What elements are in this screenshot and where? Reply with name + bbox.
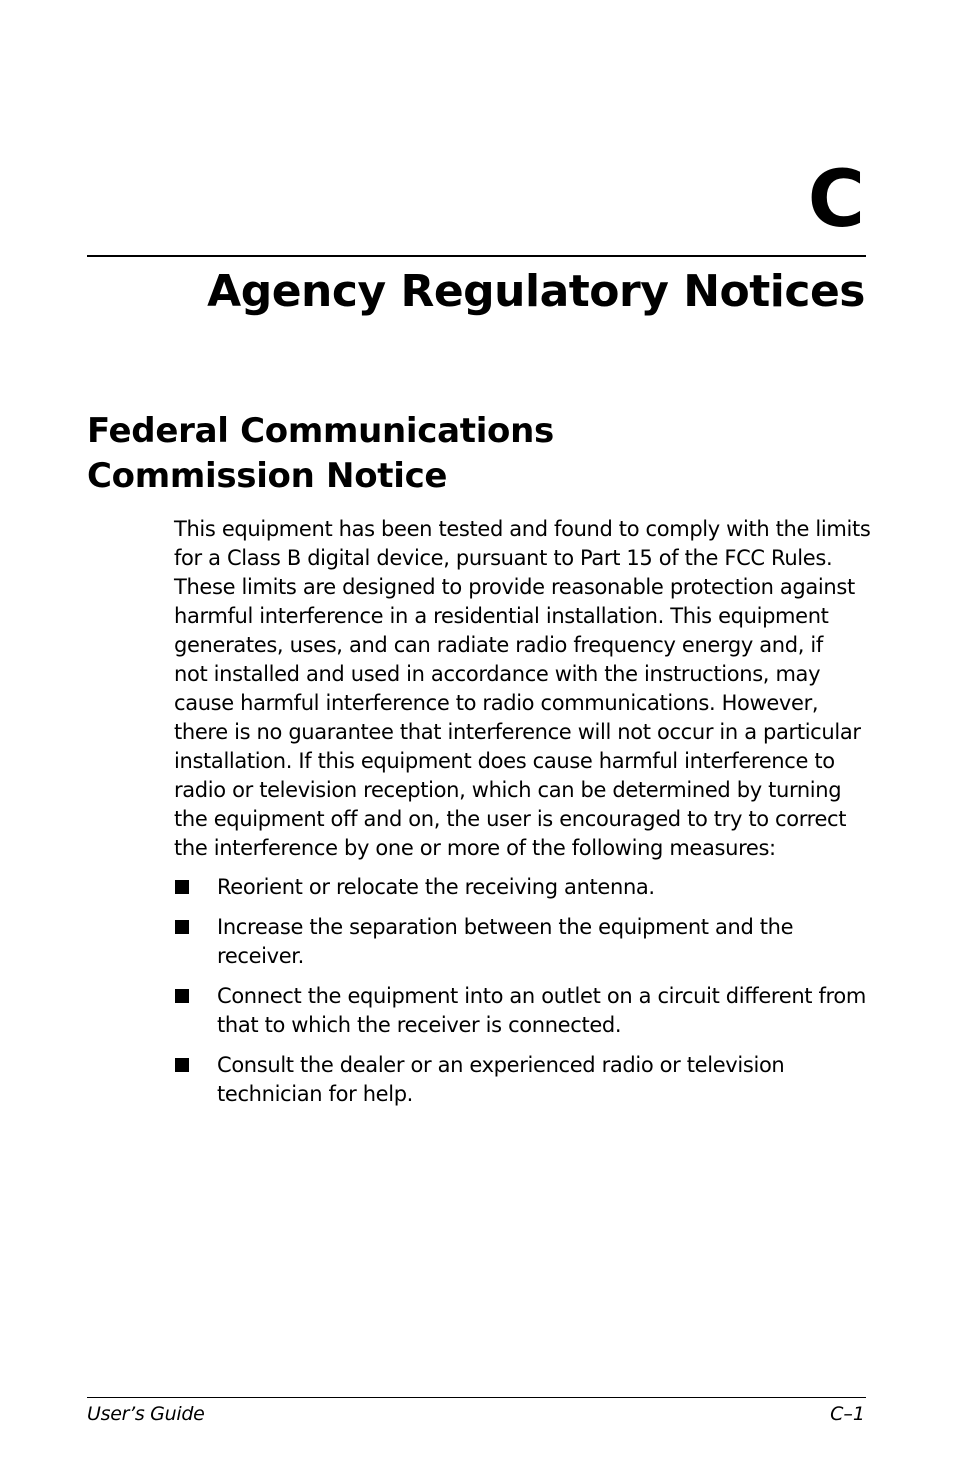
square-bullet-icon	[175, 989, 189, 1003]
chapter-title: Agency Regulatory Notices	[207, 266, 865, 317]
chapter-rule	[87, 255, 866, 257]
body-line: the equipment off and on, the user is encouraged to try to correct	[174, 807, 847, 831]
body-line: the interference by one or more of the following measures:	[174, 836, 776, 860]
section-title	[87, 409, 554, 499]
body-paragraph	[174, 515, 871, 863]
footer-guide-title: User’s Guide	[87, 1403, 205, 1425]
list-item-line: that to which the receiver is connected.	[217, 1013, 622, 1037]
section-title-line: Federal Communications	[87, 411, 554, 451]
body-line: radio or television reception, which can be determined by turning	[174, 778, 842, 802]
body-line: for a Class B digital device, pursuant to Part 15 of the FCC Rules.	[174, 546, 833, 570]
list-item	[174, 982, 866, 1040]
square-bullet-icon	[175, 920, 189, 934]
list-item-line: Connect the equipment into an outlet on a circuit different from	[217, 984, 866, 1008]
list-item	[174, 913, 866, 971]
square-bullet-icon	[175, 1058, 189, 1072]
footer-rule	[87, 1397, 866, 1398]
list-item-line: Reorient or relocate the receiving antenna.	[217, 875, 655, 899]
body-line: installation. If this equipment does cause harmful interference to	[174, 749, 835, 773]
list-item-line: receiver.	[217, 944, 304, 968]
body-line: not installed and used in accordance with the instructions, may	[174, 662, 821, 686]
body-line: there is no guarantee that interference will not occur in a particular	[174, 720, 861, 744]
list-item-line: Consult the dealer or an experienced radio or television	[217, 1053, 785, 1077]
chapter-letter: C	[807, 155, 865, 245]
list-item	[174, 1051, 866, 1109]
body-line: These limits are designed to provide reasonable protection against	[174, 575, 855, 599]
body-line: cause harmful interference to radio communications. However,	[174, 691, 819, 715]
body-line: harmful interference in a residential installation. This equipment	[174, 604, 829, 628]
list-item	[174, 873, 866, 902]
body-line: This equipment has been tested and found to comply with the limits	[174, 517, 871, 541]
section-title-line: Commission Notice	[87, 456, 448, 496]
measures-list	[174, 873, 866, 1120]
list-item-line: Increase the separation between the equipment and the	[217, 915, 794, 939]
list-item-line: technician for help.	[217, 1082, 414, 1106]
square-bullet-icon	[175, 880, 189, 894]
page-number: C–1	[830, 1403, 865, 1425]
body-line: generates, uses, and can radiate radio frequency energy and, if	[174, 633, 823, 657]
